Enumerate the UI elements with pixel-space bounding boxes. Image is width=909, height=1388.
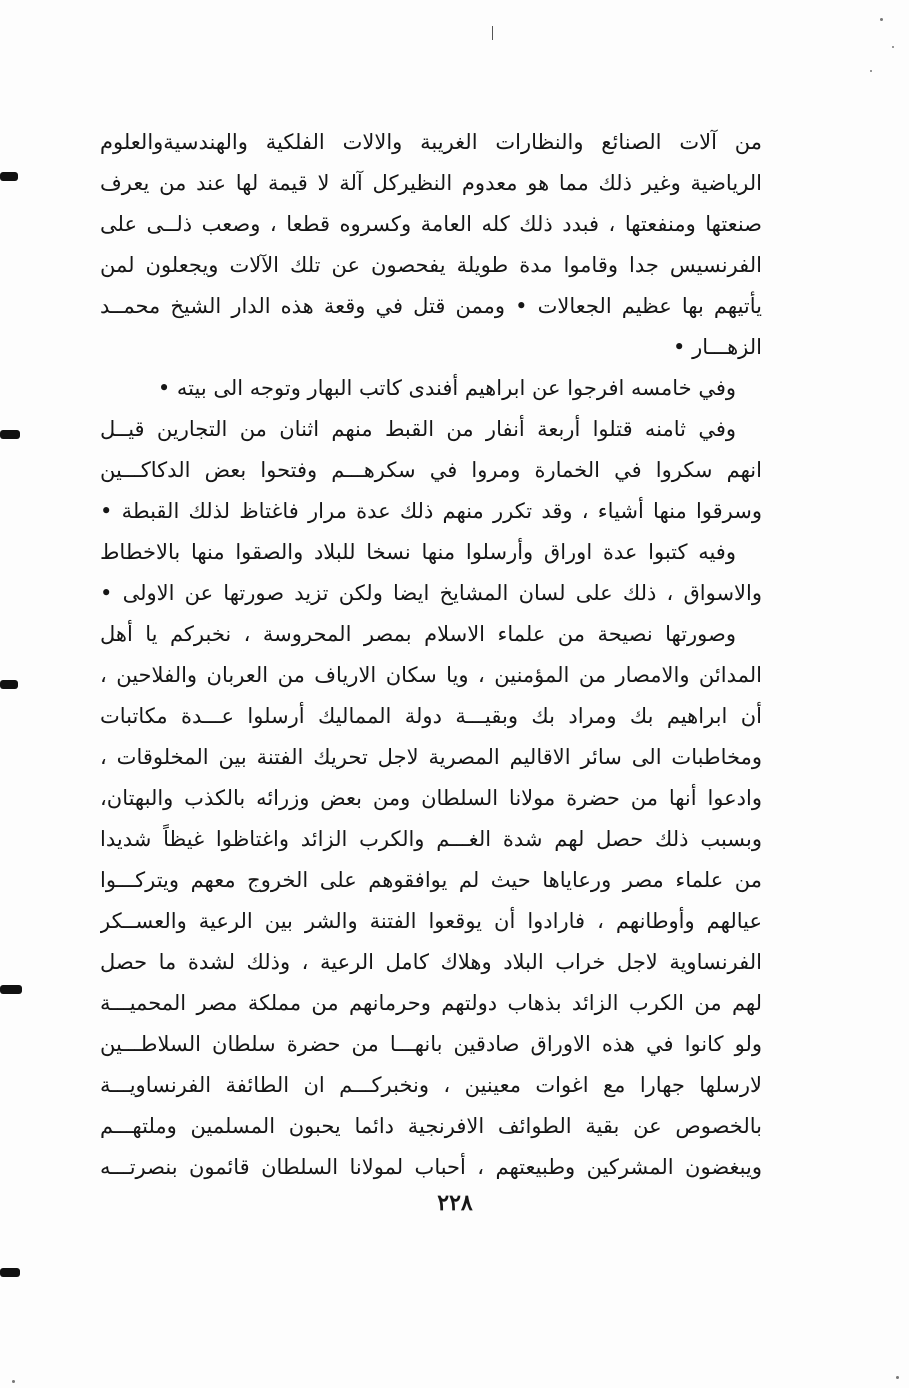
body-text [100,122,762,1188]
text-line: وبسبب ذلك حصل لهم شدة الغـــم والكرب الزائد واغتاظوا غيظاً شديدا [100,827,762,851]
text-line: عيالهم وأوطانهم ، فارادوا أن يوقعوا الفتنة والشر بين الرعية والعســكر [100,909,762,933]
text-line: الرياضية وغير ذلك مما هو معدوم النظيركل آلة لا قيمة لها عند من يعرف [100,171,762,195]
binding-mark [0,430,20,439]
text-line: يأتيهم بها عظيم الجعالات • وممن قتل في وقعة هذه الدار الشيخ محمــد [100,294,762,318]
scan-speck [892,46,894,48]
text-line: أن ابراهيم بك ومراد بك وبقيـــة دولة المماليك أرسلوا عـــدة مكاتبات [100,704,762,728]
text-line: وسرقوا منها أشياء ، وقد تكرر منهم ذلك عدة مرار فاغتاظ لذلك القبطة • [100,499,762,523]
text-line: الزهـــار • [673,335,762,359]
text-line: وفي خامسه افرجوا عن ابراهيم أفندى كاتب البهار وتوجه الى بيته • [157,376,736,400]
scan-speck [896,1376,899,1379]
text-line: وصورتها نصيحة من علماء الاسلام بمصر المحروسة ، نخبركم يا أهل [100,622,736,646]
text-line: لهم من الكرب الزائد بذهاب دولتهم وحرمانهم من مملكة مصر المحميـــة [100,991,762,1015]
page-number: ٢٢٨ [437,1190,473,1216]
text-line: والاسواق ، ذلك على لسان المشايخ ايضا ولكن تزيد صورتها عن الاولى • [100,581,762,605]
text-line: ومخاطبات الى سائر الاقاليم المصرية لاجل تحريك الفتنة بين المخلوقات ، [100,745,762,769]
text-line: من علماء مصر ورعاياها حيث لم يوافقوهم على الخروج معهم ويتركـــوا [100,868,762,892]
binding-mark [0,680,18,689]
binding-mark [0,172,18,181]
text-line: لارسلها جهارا مع اغوات معينين ، ونخبركـــم ان الطائفة الفرنساويـــة [100,1073,762,1097]
binding-mark [0,985,22,994]
page-tick-mark [492,26,493,40]
text-line: المدائن والامصار من المؤمنين ، ويا سكان الارياف من العربان والفلاحين ، [100,663,762,687]
text-line: الفرنسيس جدا وقاموا مدة طويلة يفحصون عن تلك الآلات ويجعلون لمن [100,253,762,277]
text-line: من آلات الصنائع والنظارات الغريبة والالات الفلكية والهندسيةوالعلوم [100,130,762,154]
text-line: وفي ثامنه قتلوا أربعة أنفار من القبط منهم اثنان من التجارين قيــل [100,417,736,441]
scan-speck [12,1380,15,1383]
text-line: صنعتها ومنفعتها ، فبدد ذلك كله العامة وكسروه قطعا ، وصعب ذلــى على [100,212,762,236]
text-line: ويبغضون المشركين وطبيعتهم ، أحباب لمولانا السلطان قائمون بنصرتـــه [100,1155,762,1179]
text-line: بالخصوص عن بقية الطوائف الافرنجية دائما يحبون المسلمين وملتهـــم [100,1114,762,1138]
text-line: وادعوا أنها من حضرة مولانا السلطان ومن بعض وزرائه بالكذب والبهتان، [100,786,762,810]
scan-speck [870,70,872,72]
text-line: الفرنساوية لاجل خراب البلاد وهلاك كامل الرعية ، وذلك لشدة ما حصل [100,950,762,974]
text-line: وفيه كتبوا عدة اوراق وأرسلوا منها نسخا للبلاد والصقوا منها بالاخطاط [100,540,736,564]
text-line: انهم سكروا في الخمارة ومروا في سكرهـــم وفتحوا بعض الدكاكـــين [100,458,762,482]
text-line: ولو كانوا في هذه الاوراق صادقين بانهـــا من حضرة سلطان السلاطـــين [100,1032,762,1056]
binding-mark [0,1268,20,1277]
scan-speck [880,18,883,21]
